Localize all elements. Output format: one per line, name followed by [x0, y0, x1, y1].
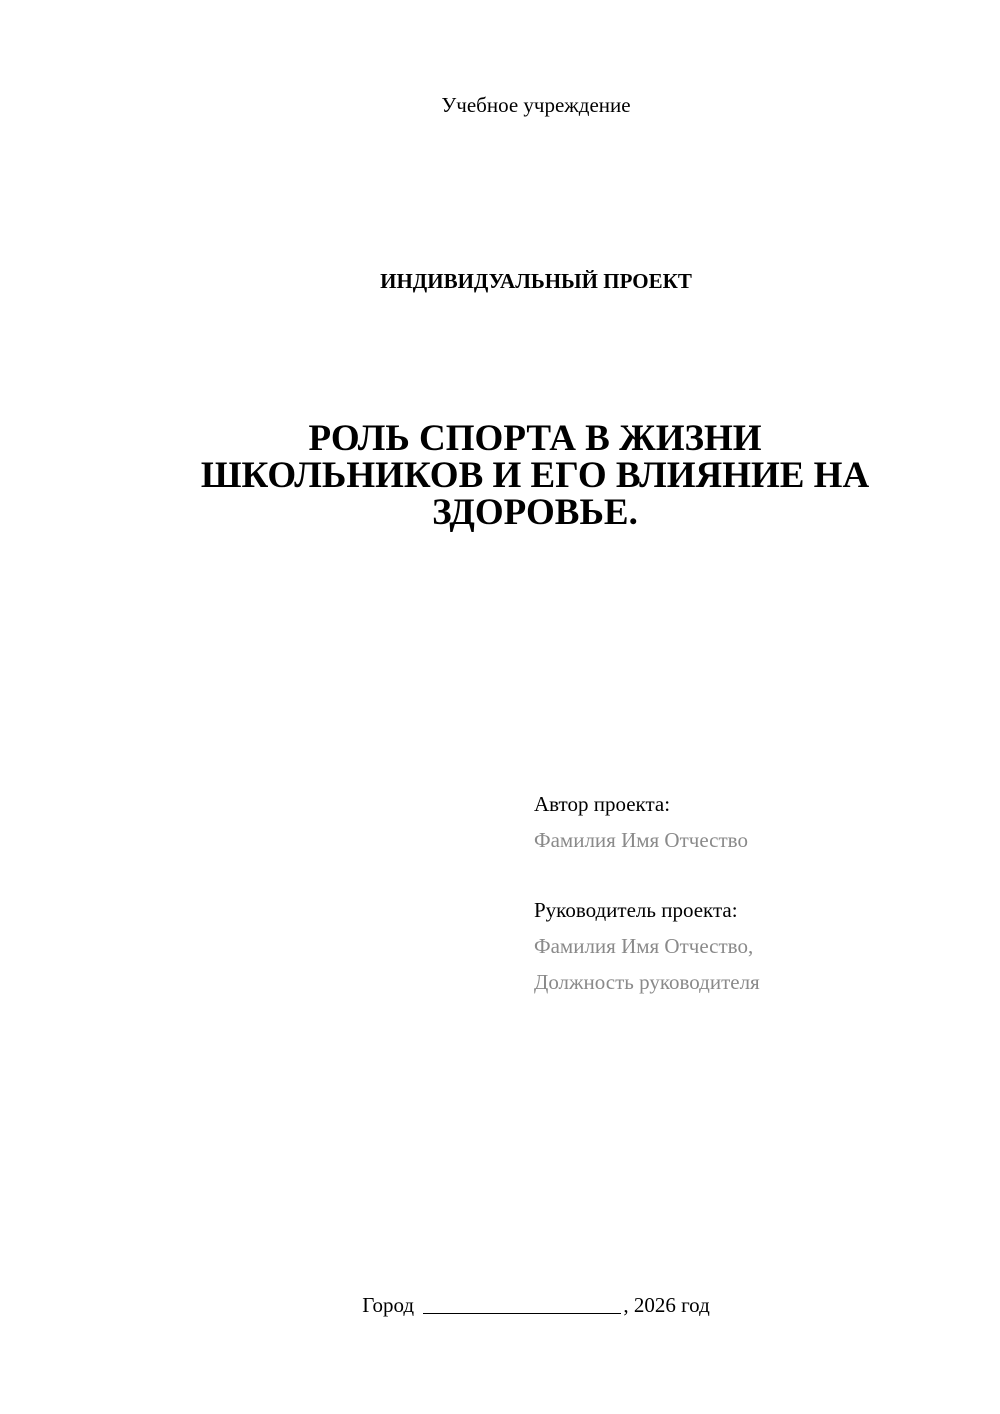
- footer-city-year: [0, 1290, 1000, 1320]
- author-name: Фамилия Имя Отчество: [534, 828, 748, 852]
- title-line: ШКОЛЬНИКОВ И ЕГО ВЛИЯНИЕ НА: [200, 455, 870, 496]
- author-label: Автор проекта:: [534, 792, 671, 816]
- title-line: РОЛЬ СПОРТА В ЖИЗНИ: [308, 418, 762, 459]
- author-block: [534, 786, 748, 858]
- city-blank-line: [423, 1292, 621, 1314]
- document-type: ИНДИВИДУАЛЬНЫЙ ПРОЕКТ: [380, 269, 692, 293]
- institution-name: Учебное учреждение: [441, 93, 631, 117]
- supervisor-block: [534, 892, 760, 1000]
- supervisor-label: Руководитель проекта:: [534, 898, 738, 922]
- title-line: ЗДОРОВЬЕ.: [432, 492, 638, 533]
- city-label: Город: [362, 1293, 415, 1317]
- year-text: , 2026 год: [623, 1293, 710, 1317]
- supervisor-position: Должность руководителя: [534, 970, 760, 994]
- supervisor-name: Фамилия Имя Отчество,: [534, 934, 754, 958]
- project-title: [140, 420, 930, 531]
